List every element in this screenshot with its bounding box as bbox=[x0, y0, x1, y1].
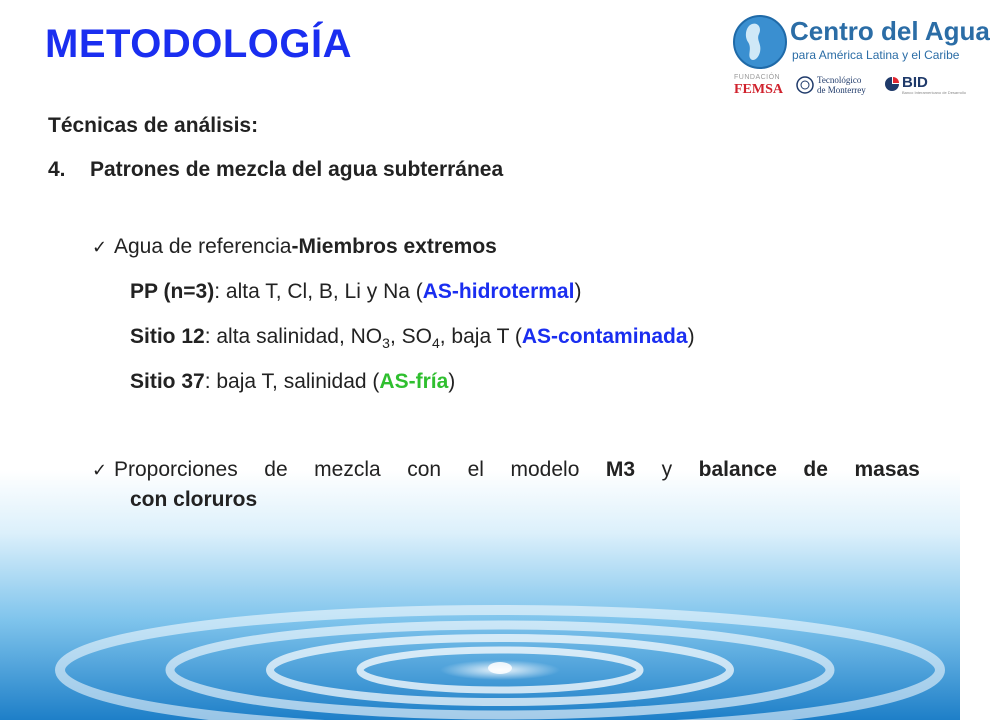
sitio12-label: Sitio 12 bbox=[130, 325, 205, 348]
centro-del-agua-logo bbox=[728, 12, 990, 102]
sitio12-desc2: , SO bbox=[389, 325, 432, 348]
pp-label: PP (n=3) bbox=[130, 280, 215, 303]
pp-tag: AS-hidrotermal bbox=[422, 280, 575, 303]
sitio37-tag: AS-fría bbox=[379, 370, 449, 393]
sitio37-line bbox=[130, 370, 455, 394]
section-label: Patrones de mezcla del agua subterránea bbox=[90, 158, 504, 181]
bid-logo bbox=[884, 72, 967, 100]
pp-line bbox=[130, 280, 581, 304]
bullet1-bold: -Miembros extremos bbox=[291, 235, 497, 258]
bullet2-word-5: modelo bbox=[510, 458, 580, 481]
sitio12-desc3: , baja T ( bbox=[439, 325, 522, 348]
bullet2-model: M3 bbox=[605, 458, 636, 481]
pp-end: ) bbox=[574, 280, 582, 303]
bullet2-bold2: de bbox=[803, 458, 828, 481]
pp-desc: : alta T, Cl, B, Li y Na ( bbox=[214, 280, 423, 303]
analysis-heading: Técnicas de análisis: bbox=[48, 114, 259, 137]
sitio12-sub2: 4 bbox=[431, 335, 440, 351]
bid-word: BID bbox=[902, 74, 928, 91]
sitio12-sub1: 3 bbox=[382, 335, 390, 351]
sitio12-line bbox=[130, 325, 695, 349]
tec-monterrey-logo bbox=[796, 72, 876, 100]
femsa-logo bbox=[734, 72, 794, 100]
bullet-mixing-proportions bbox=[92, 455, 920, 514]
femsa-top-text: FUNDACIÓN bbox=[734, 74, 781, 81]
tec-text bbox=[817, 75, 866, 95]
bullet2-line1 bbox=[92, 455, 920, 485]
bullet1-text: Agua de referencia bbox=[114, 235, 292, 258]
bid-icon bbox=[884, 76, 900, 92]
sitio12-end: ) bbox=[687, 325, 695, 348]
sitio12-tag: AS-contaminada bbox=[521, 325, 688, 348]
sitio37-end: ) bbox=[448, 370, 456, 393]
bullet2-line2: con cloruros bbox=[130, 488, 258, 511]
bullet2-word-0: Proporciones bbox=[114, 458, 238, 481]
sitio37-label: Sitio 37 bbox=[130, 370, 205, 393]
logo-tagline: para América Latina y el Caribe bbox=[792, 48, 960, 62]
bullet2-word-2: mezcla bbox=[314, 458, 381, 481]
bullet-reference-water bbox=[92, 235, 497, 259]
sitio37-desc: : baja T, salinidad ( bbox=[204, 370, 380, 393]
femsa-word: FEMSA bbox=[734, 82, 783, 97]
section-number: 4. bbox=[48, 158, 66, 181]
sitio12-desc1: : alta salinidad, NO bbox=[204, 325, 383, 348]
bullet2-y: y bbox=[661, 458, 673, 481]
checkmark-icon: ✓ bbox=[92, 460, 108, 480]
tec-line1: Tecnológico bbox=[817, 75, 862, 85]
bullet2-bold3: masas bbox=[854, 458, 920, 481]
globe-icon bbox=[732, 14, 788, 70]
section-heading bbox=[48, 158, 503, 182]
tec-seal-icon bbox=[796, 76, 814, 94]
bullet2-word-3: con bbox=[407, 458, 442, 481]
checkmark-icon: ✓ bbox=[92, 237, 108, 257]
page-title: METODOLOGÍA bbox=[45, 22, 352, 66]
bullet2-bold1: balance bbox=[698, 458, 777, 481]
tec-line2: de Monterrey bbox=[817, 85, 866, 95]
bullet2-lead bbox=[92, 455, 238, 485]
bullet2-word-4: el bbox=[467, 458, 484, 481]
logo-name: Centro del Agua bbox=[790, 16, 990, 46]
bid-subtitle: Banco Interamericano de Desarrollo bbox=[902, 90, 967, 95]
bullet2-word-1: de bbox=[264, 458, 288, 481]
